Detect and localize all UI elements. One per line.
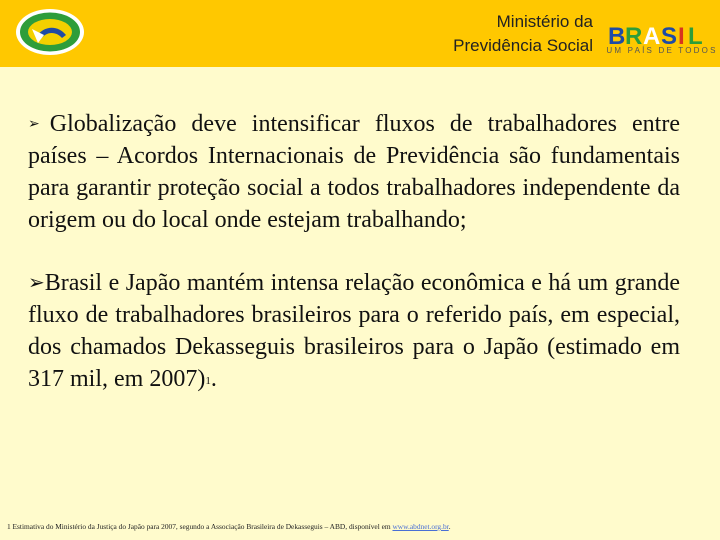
paragraph-2-text: Brasil e Japão mantém intensa relação econômica e há um grande fluxo de trabalhadores brasileiros para o referido país, em especial, dos chamados Dekasseguis brasileiros para o Japão (estimado em 317 mil, em 2007) xyxy=(28,270,680,392)
footnote-text: 1 Estimativa do Ministério da Justiça do Japão para 2007, segundo a Associação Brasileira de Dekasseguis – ABD, disponível em xyxy=(7,522,393,531)
brasil-tagline: UM PAÍS DE TODOS xyxy=(606,46,718,55)
paragraph-1-text: Globalização deve intensificar fluxos de trabalhadores entre países – Acordos Internacionais de Previdência são fundamentais para garantir proteção social a todos trabalhadores independente da origem ou do local onde estejam trabalhando; xyxy=(28,111,680,233)
svg-text:B: B xyxy=(608,23,626,50)
svg-text:L: L xyxy=(688,23,703,50)
ministry-line-2: Previdência Social xyxy=(453,36,593,55)
footnote-link[interactable]: www.abdnet.org.br xyxy=(392,522,449,531)
svg-text:R: R xyxy=(625,23,643,50)
slide-body xyxy=(28,108,680,397)
svg-text:I: I xyxy=(678,23,685,50)
previdencia-logo-icon xyxy=(14,7,86,57)
svg-text:A: A xyxy=(643,23,661,50)
paragraph-2-end: . xyxy=(210,366,217,392)
paragraph-brasil-japao xyxy=(28,266,680,397)
ministry-title xyxy=(453,10,593,58)
paragraph-globalizacao xyxy=(28,108,680,236)
svg-text:S: S xyxy=(661,23,678,50)
arrow-bullet-icon: ➢ xyxy=(28,270,45,294)
footnote xyxy=(7,522,707,531)
footnote-marker: 1 xyxy=(205,375,211,387)
ministry-line-1: Ministério da xyxy=(496,12,593,31)
footnote-end: . xyxy=(448,522,451,531)
arrow-bullet-icon: ➢ xyxy=(28,116,40,132)
header-bar xyxy=(0,0,720,67)
